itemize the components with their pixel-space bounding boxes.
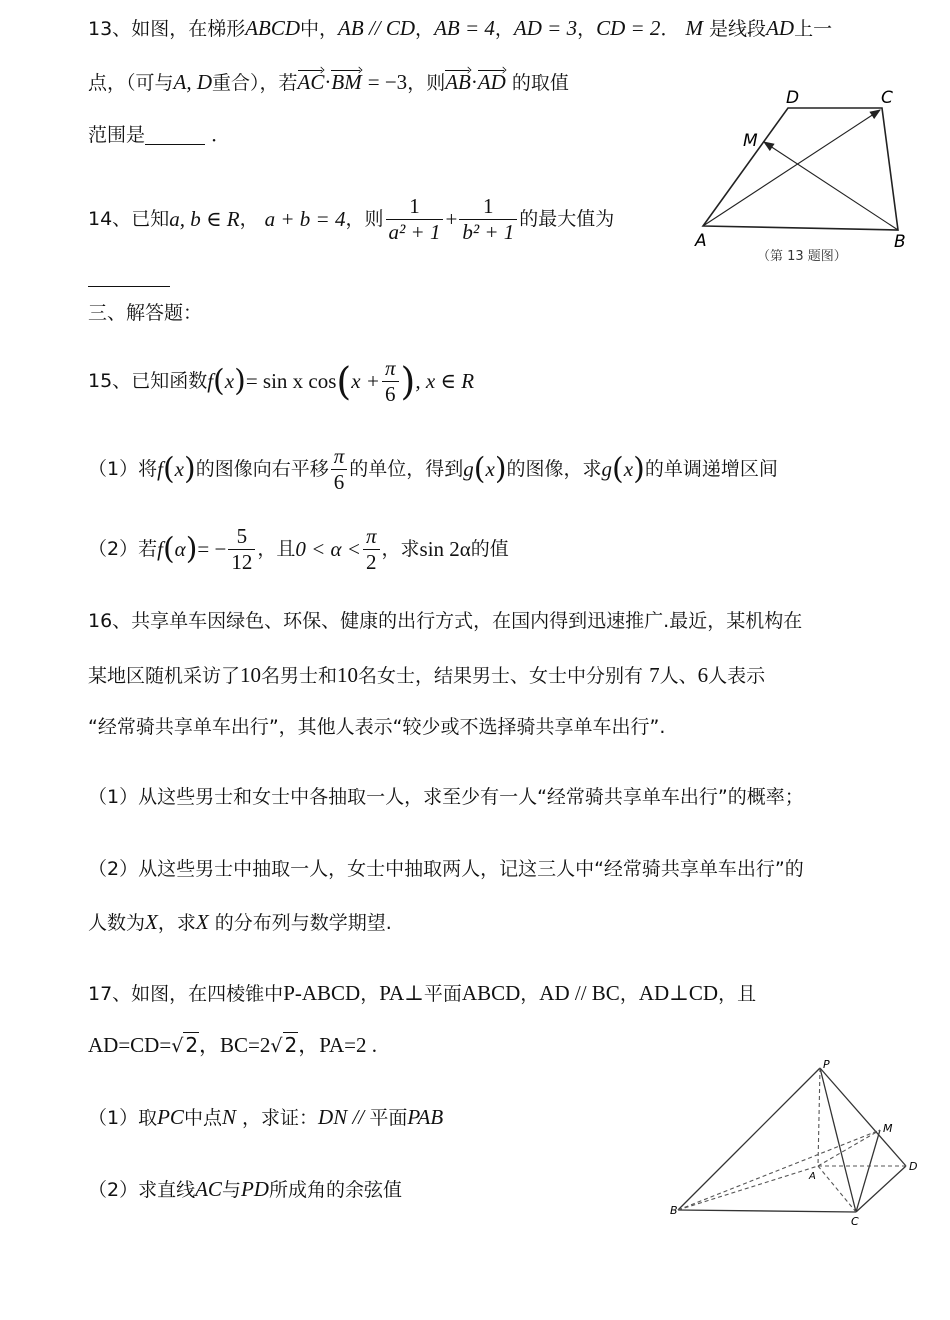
q14-fraction-1: $\frac{1}{\text{a² + 1}}$ (386, 196, 444, 243)
sqrt-2-b: √ 2 (270, 1033, 298, 1057)
figure-caption: （第 13 题图） (757, 249, 847, 264)
q13-line2: 点，（可与A, D重合），若AC·BM = −3，则AB·AD 的取值 (88, 70, 569, 94)
q14-answer-blank (88, 285, 170, 287)
label-d: D (786, 88, 800, 108)
q15-five-twelfths: $\frac{5}{12}$ (228, 526, 255, 573)
q16-part1: （1）从这些男士和女士中各抽取一人，求至少有一人“经常骑共享单车出行”的概率； (88, 786, 804, 808)
label-m: M (883, 1122, 893, 1135)
q15-shift-fraction: $\frac{\pi}{6}$ (331, 446, 348, 493)
q17-line1: 17、如图，在四棱锥中P‐ABCD，PA⊥平面ABCD，AD // BC，AD⊥CD，且 (88, 981, 757, 1005)
q16-part2-cont: 人数为X，求X 的分布列与数学期望. (88, 910, 392, 934)
q13-line1: 13、如图，在梯形ABCD中，AB // CD，AB = 4，AD = 3，CD = 2． M 是线段AD上一 (88, 16, 833, 40)
label-p: P (823, 1058, 830, 1071)
q14-fraction-2: $\frac{1}{\text{b² + 1}}$ (459, 196, 517, 243)
q14-line2 (88, 268, 170, 287)
label-b: B (670, 1204, 678, 1217)
label-m: M (743, 131, 758, 151)
q15-pi-over-6: $\frac{\pi}{6}$ (382, 358, 399, 405)
sqrt-2-a: √ 2 (171, 1033, 199, 1057)
section-3-heading: 三、解答题： (88, 302, 203, 324)
q13-trapezoid-figure (690, 84, 925, 268)
label-d: D (909, 1160, 918, 1173)
q16-line1: 16、共享单车因绿色、环保、健康的出行方式，在国内得到迅速推广.最近，某机构在 (88, 610, 803, 632)
label-a: A (695, 231, 707, 251)
q15-part2: （2）若f(α)= − $\frac{5}{12}$ ，且0 < α < $\frac{\pi}{2}$ ，求sin 2α的值 (88, 524, 509, 574)
q17-part2: （2）求直线AC与PD所成角的余弦值 (88, 1177, 402, 1201)
label-c: C (881, 88, 893, 108)
label-c: C (851, 1215, 859, 1228)
vector-ac (703, 110, 880, 226)
label-a: A (809, 1171, 816, 1182)
label-b: B (894, 232, 906, 252)
q13-line3: 范围是 ． (88, 124, 231, 146)
q17-part1: （1）取PC中点N ，求证：DN // 平面PAB (88, 1105, 444, 1129)
q17-line2: AD=CD=√ 2，BC=2√ 2，PA=2 . (88, 1033, 378, 1057)
q15-part1: （1）将f(x)的图像向右平移 $\frac{\pi}{6}$ 的单位，得到g(x)的图像，求g(x)的单调递增区间 (88, 444, 778, 494)
q13-answer-blank (145, 144, 205, 145)
q15-pi-over-2: $\frac{\pi}{2}$ (363, 526, 380, 573)
q16-line3: “经常骑共享单车出行”，其他人表示“较少或不选择骑共享单车出行”. (88, 716, 666, 738)
trapezoid-outline (703, 108, 898, 230)
q16-line2: 某地区随机采访了10名男士和10名女士，结果男士、女士中分别有 7人、6人表示 (88, 663, 766, 687)
q15-line1: 15、已知函数f(x)= sin x cos(x + $\frac{\pi}{6}$ ), x ∈ R (88, 356, 475, 406)
q17-pyramid-figure (668, 1056, 928, 1228)
q16-part2: （2）从这些男士中抽取一人，女士中抽取两人，记这三人中“经常骑共享单车出行”的 (88, 858, 804, 880)
q14-line1: 14、已知a, b ∈ R， a + b = 4，则 $\frac{1}{\text{a² + 1}}$ + $\frac{1}{\text{b² + 1}}$ 的最大值为 (88, 194, 615, 244)
vector-bm (764, 142, 898, 230)
